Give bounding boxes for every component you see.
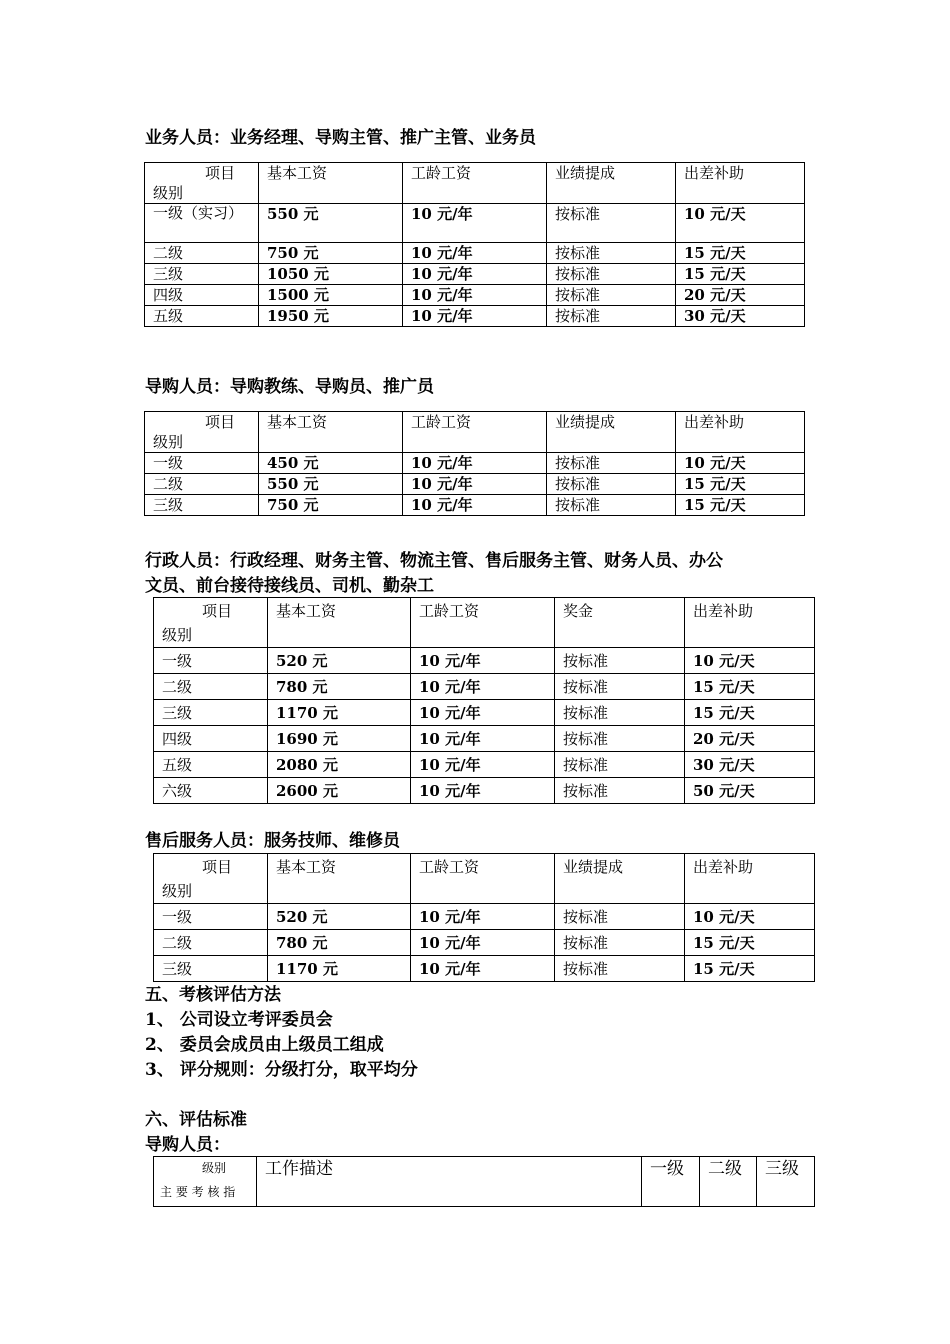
seniority-cell: 10 元/年 — [411, 778, 555, 804]
travel-cell: 15 元/天 — [676, 474, 805, 495]
table-header-row — [145, 412, 805, 453]
assessment-item: 1、 公司设立考评委员会 — [145, 1010, 333, 1030]
table-row — [154, 956, 815, 982]
travel-cell: 15 元/天 — [685, 930, 815, 956]
header-corner-cell — [145, 412, 259, 453]
header-corner-cell — [154, 854, 268, 904]
bonus-cell: 按标准 — [555, 752, 685, 778]
commission-cell: 按标准 — [547, 474, 676, 495]
table-row — [145, 243, 805, 264]
travel-cell: 15 元/天 — [685, 956, 815, 982]
level-cell: 四级 — [145, 285, 259, 306]
bonus-cell: 按标准 — [555, 778, 685, 804]
seniority-cell: 10 元/年 — [411, 956, 555, 982]
commission-cell: 按标准 — [547, 264, 676, 285]
commission-cell: 按标准 — [547, 306, 676, 327]
base-salary-cell: 780 元 — [268, 930, 411, 956]
travel-cell: 15 元/天 — [676, 243, 805, 264]
column-header: 出差补助 — [676, 412, 805, 453]
corner-top-label: 项目 — [202, 858, 233, 876]
salary-table-shopping-guide — [144, 411, 805, 516]
base-salary-cell: 750 元 — [259, 495, 403, 516]
base-salary-cell: 750 元 — [259, 243, 403, 264]
table-row — [154, 674, 815, 700]
column-header: 出差补助 — [685, 598, 815, 648]
assessment-title: 五、考核评估方法 — [145, 985, 281, 1005]
corner-top-label: 级别 — [202, 1161, 227, 1175]
level-cell: 五级 — [145, 306, 259, 327]
column-header: 基本工资 — [268, 598, 411, 648]
travel-cell: 50 元/天 — [685, 778, 815, 804]
base-salary-cell: 2080 元 — [268, 752, 411, 778]
level-cell: 二级 — [145, 474, 259, 495]
table-row — [154, 726, 815, 752]
base-salary-cell: 780 元 — [268, 674, 411, 700]
salary-table-sales — [144, 162, 805, 327]
base-salary-cell: 450 元 — [259, 453, 403, 474]
base-salary-cell: 520 元 — [268, 648, 411, 674]
level-cell: 三级 — [154, 700, 268, 726]
column-header: 业绩提成 — [547, 412, 676, 453]
bonus-cell: 按标准 — [555, 674, 685, 700]
seniority-cell: 10 元/年 — [411, 674, 555, 700]
travel-cell: 15 元/天 — [676, 495, 805, 516]
base-salary-cell: 1690 元 — [268, 726, 411, 752]
section-heading-admin-line2: 文员、前台接待接线员、司机、勤杂工 — [145, 576, 434, 596]
table-row — [145, 285, 805, 306]
column-header: 工龄工资 — [403, 163, 547, 204]
corner-bottom-label: 主 要 考 核 指 — [160, 1185, 236, 1199]
table-row — [145, 204, 805, 243]
table-header-row — [154, 854, 815, 904]
travel-cell: 20 元/天 — [676, 285, 805, 306]
column-header: 一级 — [642, 1157, 700, 1207]
seniority-cell: 10 元/年 — [403, 453, 547, 474]
seniority-cell: 10 元/年 — [403, 495, 547, 516]
salary-table-after-sales — [153, 853, 815, 982]
assessment-item: 3、 评分规则：分级打分，取平均分 — [145, 1060, 418, 1080]
header-corner-cell — [154, 1157, 257, 1207]
commission-cell: 按标准 — [547, 204, 676, 243]
seniority-cell: 10 元/年 — [403, 285, 547, 306]
table-row — [145, 453, 805, 474]
travel-cell: 10 元/天 — [676, 204, 805, 243]
column-header: 三级 — [757, 1157, 815, 1207]
seniority-cell: 10 元/年 — [411, 930, 555, 956]
column-header: 出差补助 — [676, 163, 805, 204]
column-header: 基本工资 — [259, 412, 403, 453]
table-header-row — [145, 163, 805, 204]
level-cell: 三级 — [145, 264, 259, 285]
bonus-cell: 按标准 — [555, 648, 685, 674]
table-row — [154, 778, 815, 804]
base-salary-cell: 1170 元 — [268, 700, 411, 726]
section-heading-after-sales: 售后服务人员：服务技师、维修员 — [145, 831, 400, 851]
travel-cell: 10 元/天 — [676, 453, 805, 474]
commission-cell: 按标准 — [547, 243, 676, 264]
corner-bottom-label: 级别 — [153, 184, 184, 202]
seniority-cell: 10 元/年 — [411, 648, 555, 674]
column-header: 基本工资 — [268, 854, 411, 904]
column-header: 出差补助 — [685, 854, 815, 904]
base-salary-cell: 550 元 — [259, 204, 403, 243]
level-cell: 二级 — [154, 930, 268, 956]
travel-cell: 20 元/天 — [685, 726, 815, 752]
header-corner-cell — [154, 598, 268, 648]
level-cell: 四级 — [154, 726, 268, 752]
section-heading-shopping-guide: 导购人员：导购教练、导购员、推广员 — [145, 377, 434, 397]
evaluation-title: 六、评估标准 — [145, 1110, 247, 1130]
base-salary-cell: 1500 元 — [259, 285, 403, 306]
evaluation-table — [153, 1156, 815, 1207]
section-heading-admin-line1: 行政人员：行政经理、财务主管、物流主管、售后服务主管、财务人员、办公 — [145, 551, 723, 571]
base-salary-cell: 550 元 — [259, 474, 403, 495]
column-header: 业绩提成 — [547, 163, 676, 204]
seniority-cell: 10 元/年 — [403, 474, 547, 495]
level-cell: 一级 — [154, 648, 268, 674]
level-cell: 二级 — [145, 243, 259, 264]
travel-cell: 30 元/天 — [685, 752, 815, 778]
base-salary-cell: 1050 元 — [259, 264, 403, 285]
level-cell: 一级 — [154, 904, 268, 930]
corner-top-label: 项目 — [205, 164, 236, 182]
seniority-cell: 10 元/年 — [403, 204, 547, 243]
table-row — [154, 700, 815, 726]
seniority-cell: 10 元/年 — [411, 700, 555, 726]
seniority-cell: 10 元/年 — [411, 752, 555, 778]
table-header-row — [154, 1157, 815, 1207]
table-row — [145, 474, 805, 495]
base-salary-cell: 1170 元 — [268, 956, 411, 982]
commission-cell: 按标准 — [555, 904, 685, 930]
seniority-cell: 10 元/年 — [411, 726, 555, 752]
seniority-cell: 10 元/年 — [411, 904, 555, 930]
column-header: 工龄工资 — [411, 854, 555, 904]
header-corner-cell — [145, 163, 259, 204]
commission-cell: 按标准 — [547, 453, 676, 474]
table-row — [154, 752, 815, 778]
level-cell: 一级 — [145, 453, 259, 474]
table-row — [154, 904, 815, 930]
salary-table-admin — [153, 597, 815, 804]
column-header: 工作描述 — [257, 1157, 642, 1207]
base-salary-cell: 520 元 — [268, 904, 411, 930]
table-row — [154, 648, 815, 674]
travel-cell: 30 元/天 — [676, 306, 805, 327]
travel-cell: 15 元/天 — [676, 264, 805, 285]
table-row — [154, 930, 815, 956]
travel-cell: 15 元/天 — [685, 700, 815, 726]
bonus-cell: 按标准 — [555, 700, 685, 726]
seniority-cell: 10 元/年 — [403, 243, 547, 264]
seniority-cell: 10 元/年 — [403, 306, 547, 327]
assessment-item: 2、 委员会成员由上级员工组成 — [145, 1035, 384, 1055]
base-salary-cell: 2600 元 — [268, 778, 411, 804]
corner-bottom-label: 级别 — [162, 626, 193, 644]
column-header: 奖金 — [555, 598, 685, 648]
commission-cell: 按标准 — [555, 930, 685, 956]
level-cell: 二级 — [154, 674, 268, 700]
level-cell: 五级 — [154, 752, 268, 778]
level-cell: 三级 — [154, 956, 268, 982]
commission-cell: 按标准 — [547, 285, 676, 306]
bonus-cell: 按标准 — [555, 726, 685, 752]
table-header-row — [154, 598, 815, 648]
column-header: 工龄工资 — [411, 598, 555, 648]
level-cell: 三级 — [145, 495, 259, 516]
level-cell: 一级（实习） — [145, 204, 259, 243]
corner-top-label: 项目 — [205, 413, 236, 431]
corner-bottom-label: 级别 — [162, 882, 193, 900]
commission-cell: 按标准 — [555, 956, 685, 982]
table-row — [145, 495, 805, 516]
corner-bottom-label: 级别 — [153, 433, 184, 451]
level-cell: 六级 — [154, 778, 268, 804]
table-row — [145, 264, 805, 285]
seniority-cell: 10 元/年 — [403, 264, 547, 285]
column-header: 业绩提成 — [555, 854, 685, 904]
travel-cell: 15 元/天 — [685, 674, 815, 700]
section-heading-sales: 业务人员：业务经理、导购主管、推广主管、业务员 — [145, 128, 536, 148]
column-header: 二级 — [700, 1157, 757, 1207]
travel-cell: 10 元/天 — [685, 904, 815, 930]
corner-top-label: 项目 — [202, 602, 233, 620]
column-header: 工龄工资 — [403, 412, 547, 453]
column-header: 基本工资 — [259, 163, 403, 204]
base-salary-cell: 1950 元 — [259, 306, 403, 327]
commission-cell: 按标准 — [547, 495, 676, 516]
evaluation-subtitle: 导购人员： — [145, 1135, 230, 1155]
travel-cell: 10 元/天 — [685, 648, 815, 674]
table-row — [145, 306, 805, 327]
